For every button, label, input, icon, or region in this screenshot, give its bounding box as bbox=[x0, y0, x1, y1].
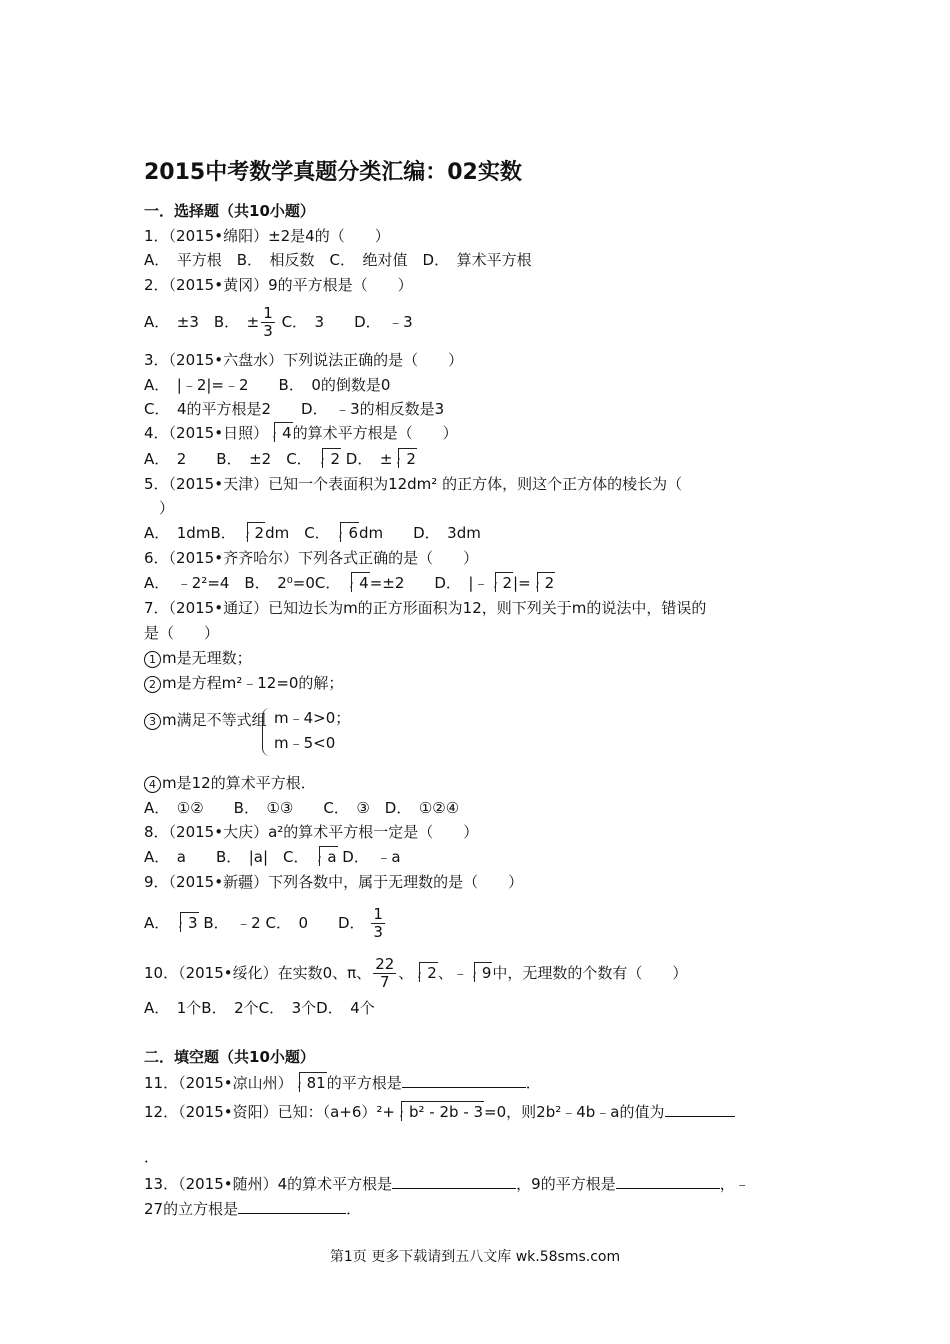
question-7: 7．（2015•通辽）已知边长为m的正方形面积为12，则下列关于m的说法中，错误的 bbox=[144, 599, 707, 617]
sqrt-symbol: 4 bbox=[346, 573, 369, 593]
circled-number: 1 bbox=[144, 651, 161, 668]
brace-symbol bbox=[262, 708, 271, 756]
inequality-1: m﹣4>0； bbox=[274, 709, 351, 727]
question-11: 11．（2015•凉山州） 81的平方根是 ． bbox=[144, 1071, 541, 1093]
sqrt-symbol: 2 bbox=[242, 523, 265, 543]
question-6: 6．（2015•齐齐哈尔）下列各式正确的是（ ） bbox=[144, 549, 479, 567]
question-4: 4．（2015•日照） 4的算术平方根是（ ） bbox=[144, 424, 458, 442]
question-10: 10．（2015•绥化）在实数0、π、 $\frac{22}{7}$ 、 2、﹣ 9中，无理数的个数有（ ） bbox=[144, 955, 688, 991]
question-7-statement-1: 1 m是无理数； bbox=[144, 648, 252, 668]
sqrt-symbol: 9 bbox=[469, 963, 492, 983]
question-2: 2．（2015•黄冈）9的平方根是（ ） bbox=[144, 276, 413, 294]
question-6-options: A． ﹣2²=4 B． 2⁰=0C． 4=±2 D． |﹣ 2|= 2 bbox=[144, 574, 555, 592]
question-12-end: ． bbox=[144, 1148, 160, 1166]
question-3: 3．（2015•六盘水）下列说法正确的是（ ） bbox=[144, 351, 464, 369]
question-9: 9．（2015•新疆）下列各数中，属于无理数的是（ ） bbox=[144, 873, 524, 891]
sqrt-symbol: 2 bbox=[393, 449, 416, 469]
sqrt-symbol: 81 bbox=[294, 1073, 326, 1093]
question-4-options: A． 2 B． ±2 C． 2 D． ± 2 bbox=[144, 450, 416, 468]
answer-blank[interactable] bbox=[238, 1197, 346, 1214]
answer-blank[interactable] bbox=[665, 1100, 735, 1117]
question-8: 8．（2015•大庆）a²的算术平方根一定是（ ） bbox=[144, 823, 479, 841]
question-13: 13．（2015•随州）4的算术平方根是 ，9的平方根是 ，﹣ bbox=[144, 1172, 750, 1194]
question-5-cont: ） bbox=[144, 499, 175, 517]
q10-fraction: $\frac{22}{7}$ bbox=[375, 955, 395, 991]
page-title: 2015中考数学真题分类汇编：02实数 bbox=[144, 160, 522, 185]
question-7-statement-3: 3 m满足不等式组 bbox=[144, 710, 267, 730]
circled-number: 3 bbox=[144, 713, 161, 730]
sqrt-symbol: a bbox=[314, 847, 336, 867]
answer-blank[interactable] bbox=[616, 1172, 720, 1189]
sqrt-symbol: b² - 2b - 3 bbox=[396, 1102, 483, 1122]
question-7-cont: 是（ ） bbox=[144, 624, 220, 642]
answer-blank[interactable] bbox=[402, 1071, 526, 1088]
question-3-options-2: C． 4的平方根是2 D． ﹣3的相反数是3 bbox=[144, 400, 445, 418]
question-12: 12．（2015•资阳）已知：（a+6）²+ b² - 2b - 3=0，则2b²﹣4b﹣a的值为 bbox=[144, 1100, 735, 1122]
circled-number: 4 bbox=[144, 776, 161, 793]
question-2-options bbox=[144, 305, 413, 340]
sqrt-symbol: 4 bbox=[269, 423, 292, 443]
q2-option-rest: C． 3 D． ﹣3 bbox=[281, 313, 413, 331]
question-9-options: A． 3 B． ﹣2 C． 0 D． $\frac{1}{3}$ bbox=[144, 905, 383, 941]
page-footer: 第1页 更多下载请到五八文库 wk.58sms.com bbox=[329, 1249, 621, 1265]
inequality-2: m﹣5<0 bbox=[274, 734, 336, 752]
sqrt-symbol: 2 bbox=[490, 573, 513, 593]
q9-fraction: $\frac{1}{3}$ bbox=[373, 905, 383, 941]
sqrt-symbol: 2 bbox=[532, 573, 555, 593]
question-7-statement-2: 2 m是方程m²﹣12=0的解； bbox=[144, 673, 343, 693]
question-7-options: A． ①② B． ①③ C． ③ D． ①②④ bbox=[144, 799, 460, 817]
question-3-options-1: A． |﹣2|=﹣2 B． 0的倒数是0 bbox=[144, 376, 391, 394]
sqrt-symbol: 2 bbox=[317, 449, 340, 469]
sqrt-symbol: 3 bbox=[175, 913, 198, 933]
section-choice-heading: 一．选择题（共10小题） bbox=[144, 202, 315, 220]
sqrt-symbol: 6 bbox=[335, 523, 358, 543]
inequality-system bbox=[262, 706, 350, 756]
question-7-statement-4: 4 m是12的算术平方根． bbox=[144, 773, 316, 793]
q2-fraction: $\frac{1}{3}$ bbox=[263, 304, 273, 340]
question-1: 1．（2015•绵阳）±2是4的（ ） bbox=[144, 227, 390, 245]
section-fill-heading: 二．填空题（共10小题） bbox=[144, 1048, 315, 1066]
circled-number: 2 bbox=[144, 676, 161, 693]
q2-option-a: A． ±3 B． ± bbox=[144, 313, 260, 331]
answer-blank[interactable] bbox=[392, 1172, 516, 1189]
question-10-options: A． 1个B． 2个C． 3个D． 4个 bbox=[144, 999, 375, 1017]
sqrt-symbol: 2 bbox=[414, 963, 437, 983]
question-8-options: A． a B． |a| C． a D． ﹣a bbox=[144, 848, 401, 866]
question-13-cont: 27的立方根是 ． bbox=[144, 1197, 361, 1219]
question-5-options: A． 1dmB． 2dm C． 6dm D． 3dm bbox=[144, 524, 481, 542]
question-1-options: A． 平方根 B． 相反数 C． 绝对值 D． 算术平方根 bbox=[144, 251, 532, 269]
question-5: 5．（2015•天津）已知一个表面积为12dm² 的正方体，则这个正方体的棱长为（ bbox=[144, 475, 683, 493]
